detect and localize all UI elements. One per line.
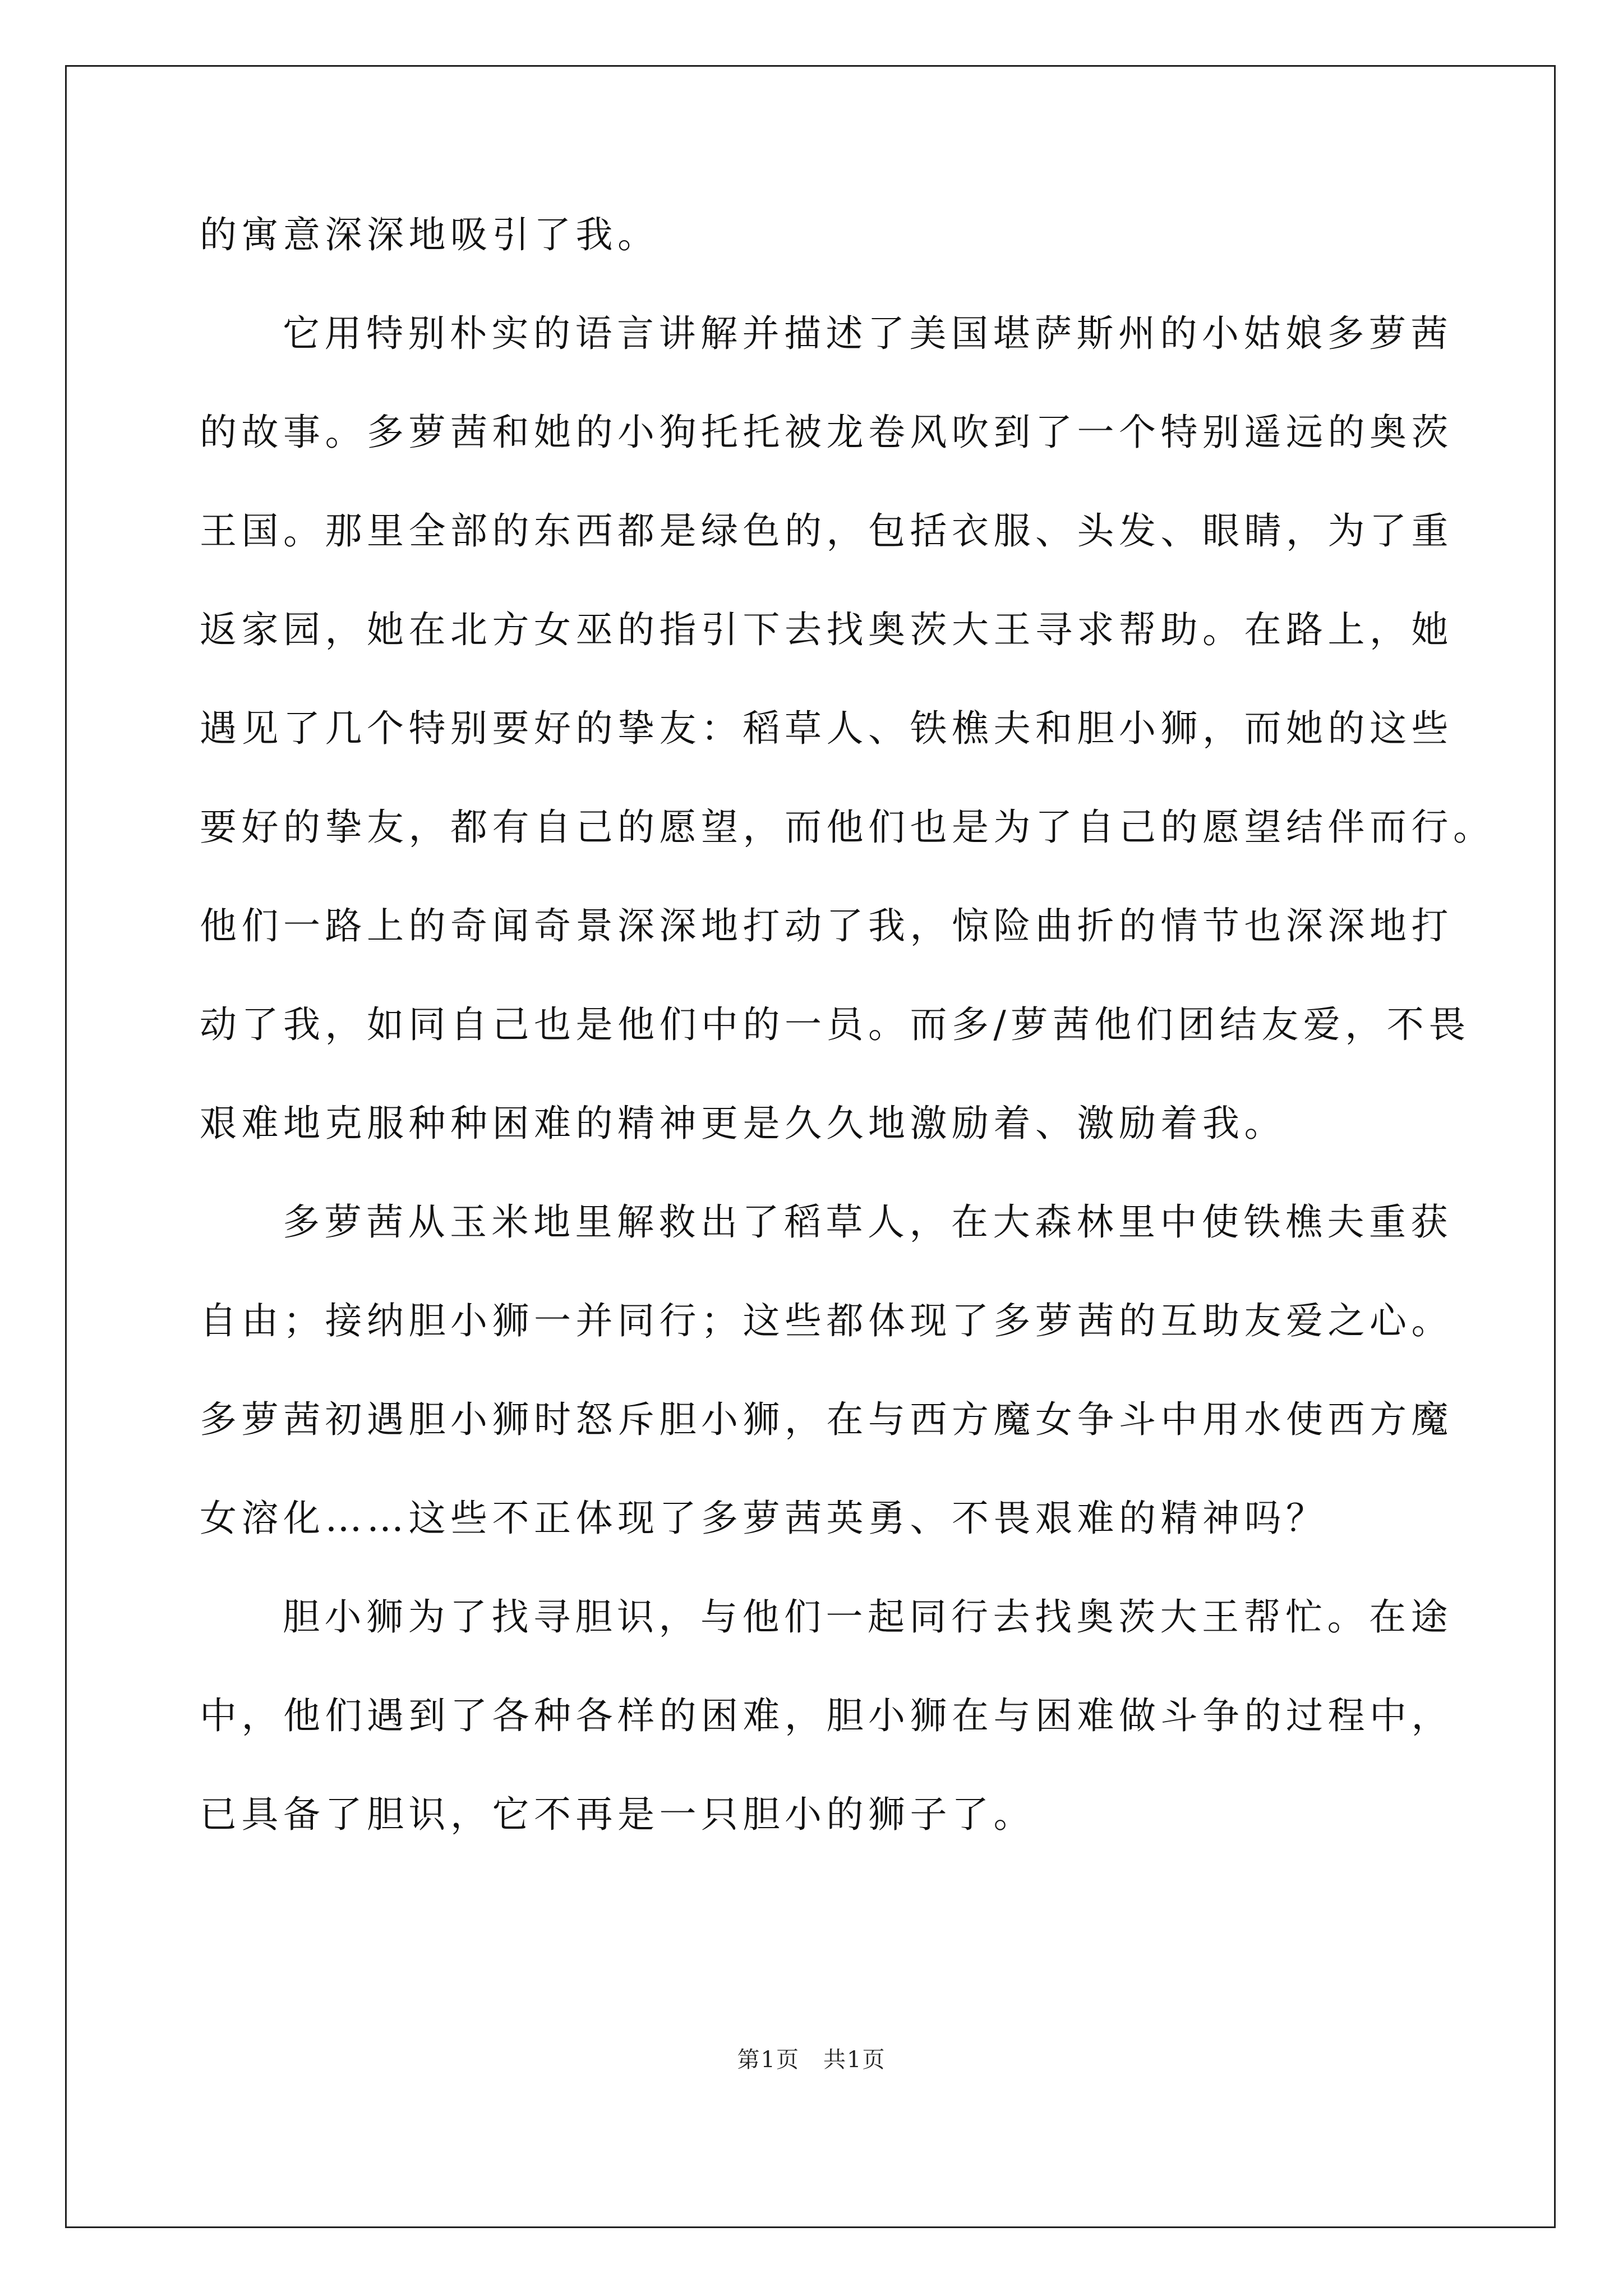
text-line: 艰难地克服种种困难的精神更是久久地激励着、激励着我。 xyxy=(200,1102,1286,1145)
paragraph-start-line: 胆小狮为了找寻胆识，与他们一起同行去找奥茨大王帮忙。在途 xyxy=(283,1595,1453,1639)
text-line: 女溶化……这些不正体现了多萝茜英勇、不畏艰难的精神吗？ xyxy=(200,1497,1328,1540)
text-line: 返家园，她在北方女巫的指引下去找奥茨大王寻求帮助。在路上，她 xyxy=(200,608,1453,651)
text-line: 的寓意深深地吸引了我。 xyxy=(200,213,660,256)
text-line: 他们一路上的奇闻奇景深深地打动了我，惊险曲折的情节也深深地打 xyxy=(200,904,1453,947)
document-body xyxy=(200,208,1495,1886)
paragraph-start-line: 它用特别朴实的语言讲解并描述了美国堪萨斯州的小姑娘多萝茜 xyxy=(283,312,1453,355)
text-line: 已具备了胆识，它不再是一只胆小的狮子了。 xyxy=(200,1793,1035,1836)
text-line: 多萝茜初遇胆小狮时怒斥胆小狮，在与西方魔女争斗中用水使西方魔 xyxy=(200,1398,1453,1441)
text-line: 动了我，如同自己也是他们中的一员。而多/萝茜他们团结友爱，不畏 xyxy=(200,1003,1470,1046)
text-line: 的故事。多萝茜和她的小狗托托被龙卷风吹到了一个特别遥远的奥茨 xyxy=(200,411,1453,454)
text-line: 遇见了几个特别要好的挚友：稻草人、铁樵夫和胆小狮，而她的这些 xyxy=(200,707,1453,750)
text-line: 王国。那里全部的东西都是绿色的，包括衣服、头发、眼睛，为了重 xyxy=(200,509,1453,553)
page-footer: 第1页 共1页 xyxy=(737,2047,886,2073)
paragraph-start-line: 多萝茜从玉米地里解救出了稻草人，在大森林里中使铁樵夫重获 xyxy=(283,1200,1453,1244)
text-line: 要好的挚友，都有自己的愿望，而他们也是为了自己的愿望结伴而行。 xyxy=(200,806,1495,849)
text-line: 自由；接纳胆小狮一并同行；这些都体现了多萝茜的互助友爱之心。 xyxy=(200,1299,1453,1342)
text-line: 中，他们遇到了各种各样的困难，胆小狮在与困难做斗争的过程中， xyxy=(200,1694,1453,1737)
